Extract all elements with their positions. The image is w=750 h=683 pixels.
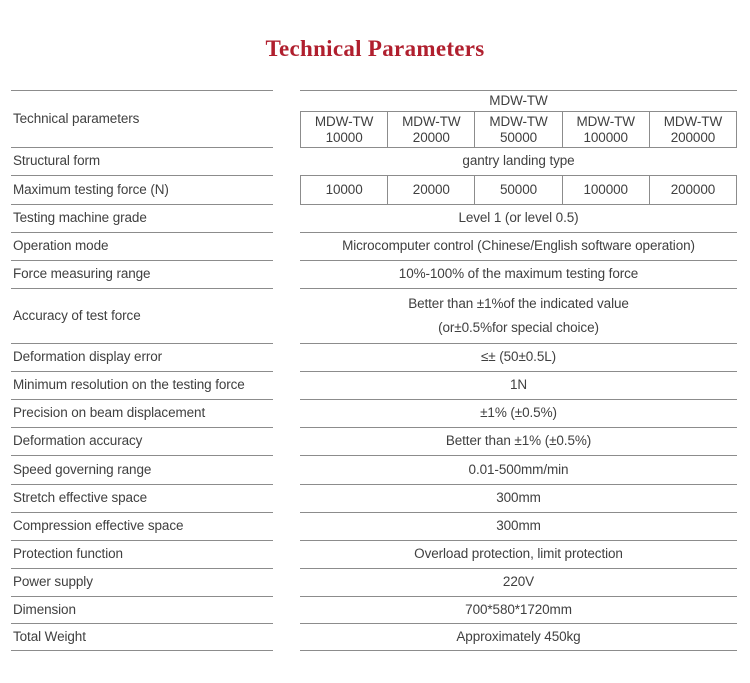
row-label: Testing machine grade (11, 205, 273, 233)
model-number: 10000 (325, 129, 363, 145)
model-name: MDW-TW (489, 113, 548, 129)
model-number: 100000 (583, 129, 628, 145)
table-row (11, 176, 737, 205)
table-row (11, 400, 737, 428)
value-line: (or±0.5%for special choice) (438, 320, 599, 335)
value-line: Better than ±1%of the indicated value (408, 296, 629, 311)
table-row (11, 148, 737, 176)
row-value: Level 1 (or level 0.5) (300, 205, 737, 233)
row-value: 10%-100% of the maximum testing force (300, 261, 737, 289)
column-gap (273, 513, 300, 541)
table-row (11, 456, 737, 485)
column-gap (273, 289, 300, 344)
row-label: Protection function (11, 541, 273, 569)
row-value: Microcomputer control (Chinese/English software operation) (300, 233, 737, 261)
model-header-cell (562, 112, 649, 147)
model-header-cell (649, 112, 737, 147)
row-label: Compression effective space (11, 513, 273, 541)
row-value: 1N (300, 372, 737, 400)
model-name: MDW-TW (402, 113, 461, 129)
row-label: Stretch effective space (11, 485, 273, 513)
column-gap (273, 344, 300, 372)
table-row (11, 372, 737, 400)
model-header-cell (474, 112, 561, 147)
table-header-row (11, 90, 737, 148)
column-gap (273, 205, 300, 233)
column-gap (273, 400, 300, 428)
row-label: Force measuring range (11, 261, 273, 289)
row-value: Approximately 450kg (300, 624, 737, 651)
force-value-cells (300, 176, 737, 205)
model-name: MDW-TW (576, 113, 635, 129)
force-value-cell: 20000 (387, 176, 474, 204)
table-row (11, 344, 737, 372)
table-row (11, 289, 737, 344)
column-gap (273, 90, 300, 148)
column-gap (273, 569, 300, 597)
row-value: 300mm (300, 485, 737, 513)
column-gap (273, 148, 300, 176)
model-name: MDW-TW (663, 113, 723, 129)
row-value: 0.01-500mm/min (300, 456, 737, 485)
row-label: Dimension (11, 597, 273, 624)
row-label: Deformation accuracy (11, 428, 273, 456)
column-gap (273, 597, 300, 624)
header-models-block (300, 90, 737, 148)
table-row (11, 513, 737, 541)
table-row (11, 624, 737, 651)
table-row (11, 597, 737, 624)
row-value: 700*580*1720mm (300, 597, 737, 624)
row-value: 300mm (300, 513, 737, 541)
model-name: MDW-TW (314, 113, 374, 129)
column-gap (273, 485, 300, 513)
force-value-cell: 10000 (300, 176, 387, 204)
column-gap (273, 456, 300, 485)
row-value: ≤± (50±0.5L) (300, 344, 737, 372)
column-gap (273, 261, 300, 289)
model-header-cells (300, 112, 737, 148)
row-label: Total Weight (11, 624, 273, 651)
row-label: Accuracy of test force (11, 289, 273, 344)
column-gap (273, 233, 300, 261)
model-number: 50000 (499, 129, 538, 145)
row-value: Overload protection, limit protection (300, 541, 737, 569)
header-label: Technical parameters (11, 90, 273, 148)
table-row (11, 205, 737, 233)
row-value: 220V (300, 569, 737, 597)
spec-table (11, 90, 737, 651)
column-gap (273, 624, 300, 651)
model-header-cell (387, 112, 474, 147)
force-value-cell: 50000 (474, 176, 561, 204)
series-name: MDW-TW (300, 90, 737, 112)
table-row (11, 261, 737, 289)
row-label: Operation mode (11, 233, 273, 261)
row-label: Minimum resolution on the testing force (11, 372, 273, 400)
model-header-cell (300, 112, 387, 147)
model-number: 20000 (412, 129, 450, 145)
table-row (11, 428, 737, 456)
row-label: Power supply (11, 569, 273, 597)
row-label: Precision on beam displacement (11, 400, 273, 428)
row-label: Deformation display error (11, 344, 273, 372)
model-number: 200000 (670, 129, 716, 145)
row-value: ±1% (±0.5%) (300, 400, 737, 428)
row-label: Structural form (11, 148, 273, 176)
column-gap (273, 372, 300, 400)
table-row (11, 541, 737, 569)
row-value: Better than ±1% (±0.5%) (300, 428, 737, 456)
row-label: Maximum testing force (N) (11, 176, 273, 205)
row-value: gantry landing type (300, 148, 737, 176)
row-label: Speed governing range (11, 456, 273, 485)
column-gap (273, 541, 300, 569)
column-gap (273, 176, 300, 205)
column-gap (273, 428, 300, 456)
table-row (11, 233, 737, 261)
force-value-cell: 200000 (649, 176, 737, 204)
table-row (11, 569, 737, 597)
page-title: Technical Parameters (265, 36, 485, 61)
table-row (11, 485, 737, 513)
row-value (300, 289, 737, 344)
force-value-cell: 100000 (562, 176, 649, 204)
